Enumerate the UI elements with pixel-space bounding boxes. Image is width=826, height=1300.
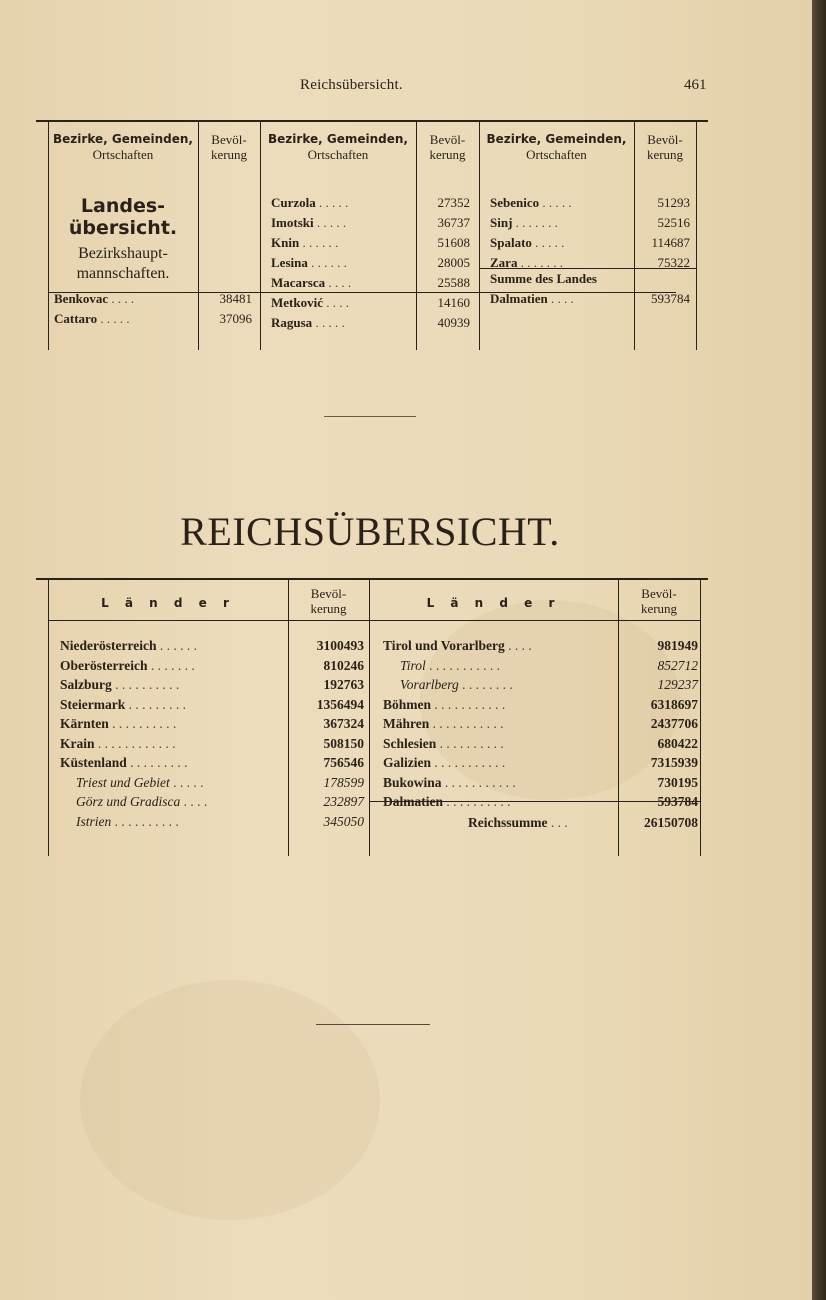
population-value: 345050: [323, 813, 364, 829]
column-header: Bezirke, Gemeinden, Ortschaften: [486, 132, 627, 162]
dot-leader: . . . . . . . . . .: [115, 677, 180, 692]
column-header: Bevöl- kerung: [429, 132, 466, 162]
row-label: Macarsca: [271, 275, 326, 290]
column-divider: [618, 580, 619, 856]
population-value: 756546: [323, 755, 364, 770]
table-row: [271, 313, 345, 333]
table-row: [490, 193, 572, 213]
dot-leader: . . . . . . . . . . .: [444, 774, 516, 790]
page-title: REICHSÜBERSICHT.: [180, 509, 560, 554]
population-value: 852712: [657, 657, 698, 673]
column-header: L ä n d e r: [426, 596, 561, 610]
row-label: Tirol: [400, 657, 426, 673]
row-label: Lesina: [271, 255, 308, 270]
row-label: Triest und Gebiet: [76, 774, 170, 790]
row-label: Dalmatien: [383, 794, 443, 809]
dot-leader: . . . .: [328, 275, 352, 290]
section-divider: [324, 416, 416, 417]
population-value: 593784: [657, 794, 698, 809]
dot-leader: . . . .: [508, 638, 532, 653]
column-header: Bevöl- kerung: [310, 586, 347, 616]
population-value: 51608: [437, 235, 470, 250]
population-value: 508150: [323, 735, 364, 751]
column-divider: [696, 122, 697, 350]
table-row: [60, 753, 188, 773]
row-label: Istrien: [76, 813, 112, 829]
population-value: 178599: [323, 774, 364, 790]
row-label: Knin: [271, 235, 300, 250]
table-row: [271, 233, 338, 253]
population-value: 25588: [437, 275, 470, 290]
population-value: 981949: [657, 638, 698, 653]
population-value: 367324: [323, 716, 364, 731]
table-row: [60, 714, 176, 734]
row-label: Curzola: [271, 195, 316, 210]
table-row: Cattaro . . . . .: [54, 311, 130, 326]
table-row: [271, 213, 346, 233]
column-header: Bevöl- kerung: [646, 132, 684, 162]
population-value: 1356494: [316, 696, 364, 712]
table-row: [383, 792, 511, 812]
dot-leader: . . . . .: [535, 235, 565, 250]
row-label: Niederösterreich: [60, 638, 157, 653]
population-value: 232897: [323, 794, 364, 809]
population-value: 114687: [651, 235, 690, 250]
table-row: [60, 636, 197, 656]
dot-leader: . . . . . . . . .: [128, 696, 186, 712]
header-rule: [48, 620, 700, 621]
table-row: [60, 734, 176, 754]
population-value: 40939: [437, 315, 470, 330]
table-row: [76, 812, 179, 832]
row-label: Metković: [271, 295, 323, 310]
column-header: Bevöl- kerung: [640, 586, 678, 616]
table-row: [271, 293, 349, 313]
row-label: Vorarlberg: [400, 677, 459, 692]
table-row: [490, 233, 564, 253]
table-row: [383, 773, 516, 793]
row-label: Sinj: [490, 215, 513, 230]
row-label: Spalato: [490, 235, 532, 250]
dot-leader: . . . . . .: [302, 235, 339, 250]
table-row: [383, 734, 504, 754]
population-value: 28005: [437, 255, 470, 270]
column-header: Bezirke, Gemeinden, Ortschaften: [53, 132, 193, 162]
row-label: Görz und Gradisca: [76, 794, 181, 809]
population-value: 51293: [657, 195, 690, 210]
total-value: 593784: [651, 291, 690, 306]
column-divider: [369, 580, 370, 856]
dot-leader: . . . . .: [319, 195, 349, 210]
dot-leader: . . . . . . . . . . .: [429, 657, 501, 673]
page-number: 461: [684, 77, 707, 93]
row-label: Küstenland: [60, 755, 127, 770]
table-row: [76, 773, 204, 793]
dot-leader: . . . . . . .: [150, 657, 195, 673]
section-heading: Landes- übersicht.: [68, 195, 178, 239]
dot-leader: . . . . . .: [311, 255, 347, 270]
population-value: 129237: [657, 677, 698, 692]
row-label: Ragusa: [271, 315, 313, 330]
column-divider: [700, 580, 701, 856]
dot-leader: . . . . . . . .: [462, 677, 513, 692]
row-label: Mähren: [383, 716, 430, 731]
dot-leader: . . . . . . . . . .: [446, 794, 511, 809]
dot-leader: . . . . . . . . . . .: [434, 755, 506, 770]
dot-leader: . . . . . . .: [515, 215, 558, 230]
row-label: Galizien: [383, 755, 431, 770]
population-value: 7315939: [650, 755, 698, 770]
header-rule: [48, 292, 676, 293]
dot-leader: . . . . . . . . . .: [112, 716, 177, 731]
table-row: [400, 675, 513, 695]
dot-leader: . . . . .: [173, 774, 204, 790]
row-label: Kärnten: [60, 716, 109, 731]
book-spine-edge: [812, 0, 826, 1300]
row-label: Tirol und Vorarlberg: [383, 638, 505, 653]
row-label: Salzburg: [60, 677, 112, 692]
dot-leader: . . . . . . . . . .: [114, 813, 179, 829]
total-label: Dalmatien . . . .: [490, 291, 574, 306]
table-row: Benkovac . . . .: [54, 291, 135, 306]
row-label: Steiermark: [60, 696, 126, 712]
population-value: 680422: [657, 735, 698, 751]
row-label: Böhmen: [383, 696, 432, 712]
table-row: [383, 695, 505, 715]
column-header: L ä n d e r: [101, 596, 235, 610]
row-label: Bukowina: [383, 774, 442, 790]
table-top-rule: [36, 120, 708, 122]
population-value: 27352: [437, 195, 470, 210]
population-value: 6318697: [650, 696, 698, 712]
table-row: [383, 636, 532, 656]
dot-leader: . . . . .: [542, 195, 572, 210]
population-value: 75322: [657, 255, 690, 270]
table-row: [60, 695, 186, 715]
row-label: Krain: [60, 735, 95, 751]
row-label: Imotski: [271, 215, 314, 230]
dot-leader: . . . . . . . . . .: [439, 735, 504, 751]
row-label: Zara: [490, 255, 518, 270]
dot-leader: . . . .: [183, 794, 208, 809]
dot-leader: . . . . . . . . .: [130, 755, 188, 770]
dot-leader: . . . . . . . . . . .: [434, 696, 506, 712]
dot-leader: . . . . . . . . . . . .: [97, 735, 176, 751]
paper-stain: [80, 980, 380, 1220]
grand-total-value: 26150708: [644, 815, 698, 830]
dot-leader: . . . . .: [316, 215, 347, 230]
table-row: [400, 656, 500, 676]
population-value: 810246: [323, 657, 364, 673]
table-row: [383, 714, 504, 734]
grand-total-label: Reichssumme . . .: [468, 815, 568, 830]
table-row: [60, 675, 179, 695]
table-row: [490, 213, 558, 233]
population-value: 38481: [219, 291, 252, 306]
population-value: 730195: [657, 774, 698, 790]
subsection-heading: Bezirkshaupt- mannschaften.: [76, 245, 170, 282]
table-row: [271, 273, 351, 293]
table-row: [271, 253, 347, 273]
population-value: 3100493: [316, 638, 364, 653]
dot-leader: . . . . . .: [159, 638, 197, 653]
population-value: 37096: [219, 311, 252, 326]
population-value: 52516: [657, 215, 690, 230]
section-divider: [316, 1024, 430, 1025]
table-row: [60, 656, 195, 676]
population-value: 2437706: [650, 716, 698, 731]
row-label: Schlesien: [383, 735, 437, 751]
running-header: Reichsübersicht.: [300, 77, 403, 93]
population-value: 36737: [437, 215, 470, 230]
dot-leader: . . . . . . . . . . .: [432, 716, 504, 731]
population-value: 192763: [323, 677, 364, 692]
column-divider: [288, 580, 289, 856]
dot-leader: . . . . . . .: [520, 255, 563, 270]
population-value: 14160: [437, 295, 470, 310]
row-label: Sebenico: [490, 195, 540, 210]
dot-leader: . . . . .: [315, 315, 345, 330]
table-row: [383, 753, 505, 773]
dot-leader: . . . .: [326, 295, 349, 310]
column-header: Bevöl- kerung: [210, 132, 248, 162]
total-label: Summe des Landes: [490, 271, 597, 286]
table-row: [271, 193, 348, 213]
column-divider: [48, 580, 49, 856]
table-top-rule: [36, 578, 708, 580]
column-header: Bezirke, Gemeinden, Ortschaften: [268, 132, 408, 162]
table-row: [76, 792, 207, 812]
row-label: Oberösterreich: [60, 657, 148, 673]
